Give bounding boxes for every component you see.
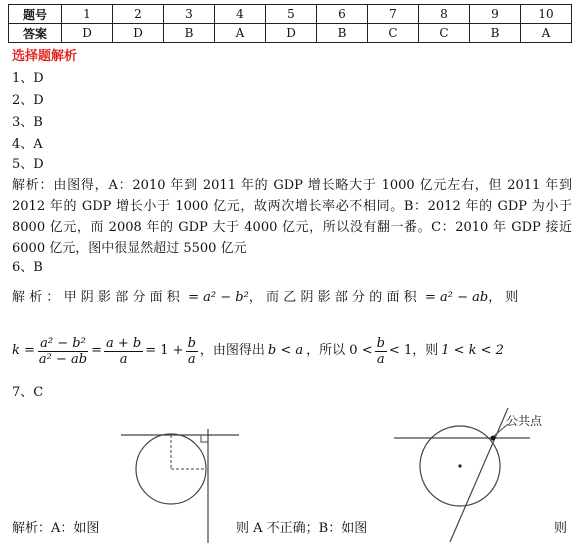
question-number: 9 (470, 5, 521, 24)
q6-conclusion: 1 < k < 2 (441, 343, 504, 358)
q6-condition: b < a (267, 343, 304, 358)
answer-line-2: 2、D (12, 93, 44, 108)
fraction-4-numerator: b (376, 335, 385, 351)
question-number: 1 (62, 5, 113, 24)
q5-explanation: 解析：由图得，A：2010 年到 2011 年的 GDP 增长略大于 1000 亿元左右，但 2011 年到 2012 年的 GDP 增长小于 1000 亿元，故两次增长率必不相同。B：2012 年的 GDP 为小于 8000 亿元，而 2008 年的 GDP 大于 4000 亿元，所以没有翻一番。C：2010 年 GDP 接近 6000 亿元，图中很显然超过 5500 亿元 (12, 178, 572, 256)
question-number: 8 (419, 5, 470, 24)
q7-footer-middle: 则 A 不正确；B：如图 (236, 521, 368, 536)
q7-footer-left: 解析：A：如图 (12, 521, 100, 536)
question-number: 10 (521, 5, 572, 24)
answer-line-3: 3、B (12, 115, 43, 130)
answer-line-1: 1、D (12, 71, 44, 86)
section-title: 选择题解析 (12, 49, 78, 64)
fraction-3-numerator: b (187, 335, 196, 351)
q6-yi-expr: = a² − ab (425, 290, 489, 305)
q6-eq1: = (91, 343, 103, 358)
question-number: 5 (266, 5, 317, 24)
fraction-1-denominator: a² − ab (38, 351, 88, 367)
table-answer-label: 答案 (9, 24, 62, 43)
fraction-4-denominator: a (376, 351, 385, 367)
fraction-2-denominator: a (119, 351, 128, 367)
question-number: 2 (113, 5, 164, 24)
fraction-2 (104, 336, 143, 367)
answer-cell: C (368, 24, 419, 43)
figure-b-label: 公共点 (506, 414, 543, 428)
answer-line-5: 5、D (12, 157, 44, 172)
answer-cell: D (62, 24, 113, 43)
q6-label: 6、B (12, 260, 43, 275)
q6-mid: ，而乙阴影部分的面积 (248, 290, 421, 305)
fraction-3 (186, 336, 198, 367)
q6-lt1: < 1，则 (388, 343, 439, 358)
answer-cell: B (317, 24, 368, 43)
fraction-4 (375, 336, 387, 367)
question-number: 6 (317, 5, 368, 24)
q6-so: ，所以 0 < (306, 343, 373, 358)
table-header-row (9, 5, 572, 24)
fraction-2-numerator: a + b (106, 335, 142, 351)
q6-k-lhs: k = (12, 343, 35, 358)
q6-jia-expr: = a² − b² (188, 290, 249, 305)
table-answer-row (9, 24, 572, 43)
answer-cell: A (215, 24, 266, 43)
q6-text-after: ，由图得出 (199, 343, 265, 358)
q6-tail: ，则 (488, 290, 523, 305)
answer-cell: B (164, 24, 215, 43)
figure-b-common-point (491, 436, 496, 441)
q6-intro: 解析：甲阴影部分面积 (12, 290, 185, 305)
answer-cell: A (521, 24, 572, 43)
question-number: 4 (215, 5, 266, 24)
question-number: 3 (164, 5, 215, 24)
answer-cell: D (113, 24, 164, 43)
answer-table (8, 4, 572, 43)
q6-explanation-line2 (12, 331, 504, 371)
answer-cell: D (266, 24, 317, 43)
q7-label: 7、C (12, 385, 44, 400)
answer-cell: B (470, 24, 521, 43)
table-header-label: 题号 (9, 5, 62, 24)
q6-explanation-line1 (12, 289, 523, 307)
figure-a (115, 415, 255, 545)
fraction-1 (37, 336, 89, 367)
q7-footer-right: 则 (554, 521, 568, 536)
answer-line-4: 4、A (12, 137, 43, 152)
fraction-3-denominator: a (187, 351, 196, 367)
figure-a-right-angle-mark (201, 435, 208, 442)
figure-b-center-dot (458, 464, 461, 467)
q6-eq2: = 1 + (145, 343, 184, 358)
answer-cell: C (419, 24, 470, 43)
fraction-1-numerator: a² − b² (40, 335, 86, 351)
question-number: 7 (368, 5, 419, 24)
